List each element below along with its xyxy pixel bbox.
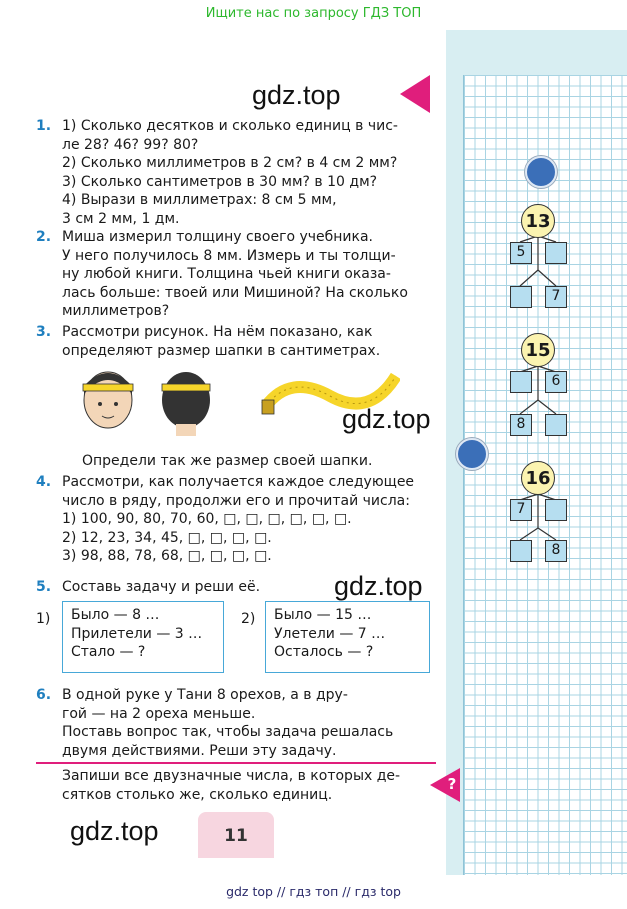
text-line: Рассмотри, как получается каждое следующее <box>62 474 415 490</box>
divider <box>36 762 436 764</box>
page-number: 11 <box>198 812 274 858</box>
task-5 <box>36 578 432 597</box>
box-label: 2) <box>241 611 256 627</box>
text-line: 3) Сколько сантиметров в 30 мм? в 10 дм? <box>62 173 378 190</box>
task-2 <box>36 228 432 321</box>
text-line: Осталось — ? <box>274 644 374 660</box>
empty-box <box>510 540 532 562</box>
empty-box <box>545 499 567 521</box>
text-line: Рассмотри рисунок. На нём показано, как <box>62 324 373 340</box>
text-line: Составь задачу и реши её. <box>62 579 261 595</box>
text-line: Прилетели — 3 … <box>71 625 203 642</box>
text-line: ну любой книги. Толщина чьей книги оказа- <box>62 266 391 282</box>
watermark: gdz.top <box>334 571 423 601</box>
stars-icon <box>456 438 488 470</box>
problem-box-2 <box>265 601 430 673</box>
number-box: 6 <box>545 371 567 393</box>
watermark: gdz.top <box>342 404 431 434</box>
task-6 <box>36 686 432 760</box>
text-line: Было — 8 … <box>71 607 160 623</box>
task-number: 5. <box>36 579 52 595</box>
task-1 <box>36 117 432 228</box>
search-hint-link[interactable]: Ищите нас по запросу ГДЗ ТОП <box>205 6 422 21</box>
text-line: У него получилось 8 мм. Измерь и ты толщи- <box>62 247 396 264</box>
head-measure-illustration <box>76 364 226 436</box>
task-3 <box>36 323 432 360</box>
watermark: gdz.top <box>70 816 159 846</box>
text-line: определяют размер шапки в сантиметрах. <box>62 342 381 359</box>
task-4 <box>36 473 432 566</box>
question-mark: ? <box>447 775 457 793</box>
number-box: 8 <box>545 540 567 562</box>
number-circle: 13 <box>521 204 555 238</box>
empty-box <box>510 371 532 393</box>
number-box: 5 <box>510 242 532 264</box>
number-box: 7 <box>545 286 567 308</box>
number-box: 7 <box>510 499 532 521</box>
text-line: число в ряду, продолжи его и прочитай числа: <box>62 492 410 509</box>
box-label: 1) <box>36 611 51 627</box>
triangle-marker-icon <box>398 73 432 115</box>
footer-links[interactable]: gdz top // гдз топ // гдз top <box>226 884 401 899</box>
task-number: 2. <box>36 229 52 245</box>
task-number: 4. <box>36 474 52 490</box>
text-line: 1) Сколько десятков и сколько единиц в чис- <box>62 118 398 134</box>
text-line: ле 28? 46? 99? 80? <box>62 136 199 153</box>
text-line: гой — на 2 ореха меньше. <box>62 705 256 722</box>
text-line: миллиметров? <box>62 303 170 319</box>
number-circle: 16 <box>521 461 555 495</box>
text-line: 1) 100, 90, 80, 70, 60, □, □, □, □, □, □. <box>62 511 352 527</box>
task-number: 6. <box>36 687 52 703</box>
text-line: Улетели — 7 … <box>274 625 386 642</box>
number-box: 8 <box>510 414 532 436</box>
text-line: сятков столько же, сколько единиц. <box>62 786 333 803</box>
text-line: 3 см 2 мм, 1 дм. <box>62 210 180 227</box>
text-line: 4) Вырази в миллиметрах: 8 см 5 мм, <box>62 192 337 208</box>
text-line: В одной руке у Тани 8 орехов, а в дру- <box>62 687 348 703</box>
task-number: 1. <box>36 118 52 134</box>
text-line: Стало — ? <box>71 644 146 660</box>
empty-box <box>545 242 567 264</box>
stars-icon <box>525 156 557 188</box>
text-line: Было — 15 … <box>274 607 372 623</box>
number-circle: 15 <box>521 333 555 367</box>
empty-box <box>545 414 567 436</box>
text-line: Поставь вопрос так, чтобы задача решалась <box>62 724 394 740</box>
text-line: 3) 98, 88, 78, 68, □, □, □, □. <box>62 548 272 564</box>
text-line: Запиши все двузначные числа, в которых де- <box>62 768 401 784</box>
extra-task <box>62 767 432 804</box>
text-line: 2) Сколько миллиметров в 2 см? в 4 см 2 мм? <box>62 155 398 171</box>
empty-box <box>510 286 532 308</box>
text-line: двумя действиями. Реши эту задачу. <box>62 742 337 759</box>
measuring-tape-icon <box>260 366 400 422</box>
task-3-caption: Определи так же размер своей шапки. <box>82 453 373 469</box>
text-line: Миша измерил толщину своего учебника. <box>62 229 374 245</box>
problem-box-1 <box>62 601 224 673</box>
text-line: 2) 12, 23, 34, 45, □, □, □, □. <box>62 529 272 546</box>
watermark: gdz.top <box>252 80 341 110</box>
task-number: 3. <box>36 324 52 340</box>
text-line: лась больше: твоей или Мишиной? На сколько <box>62 284 408 301</box>
